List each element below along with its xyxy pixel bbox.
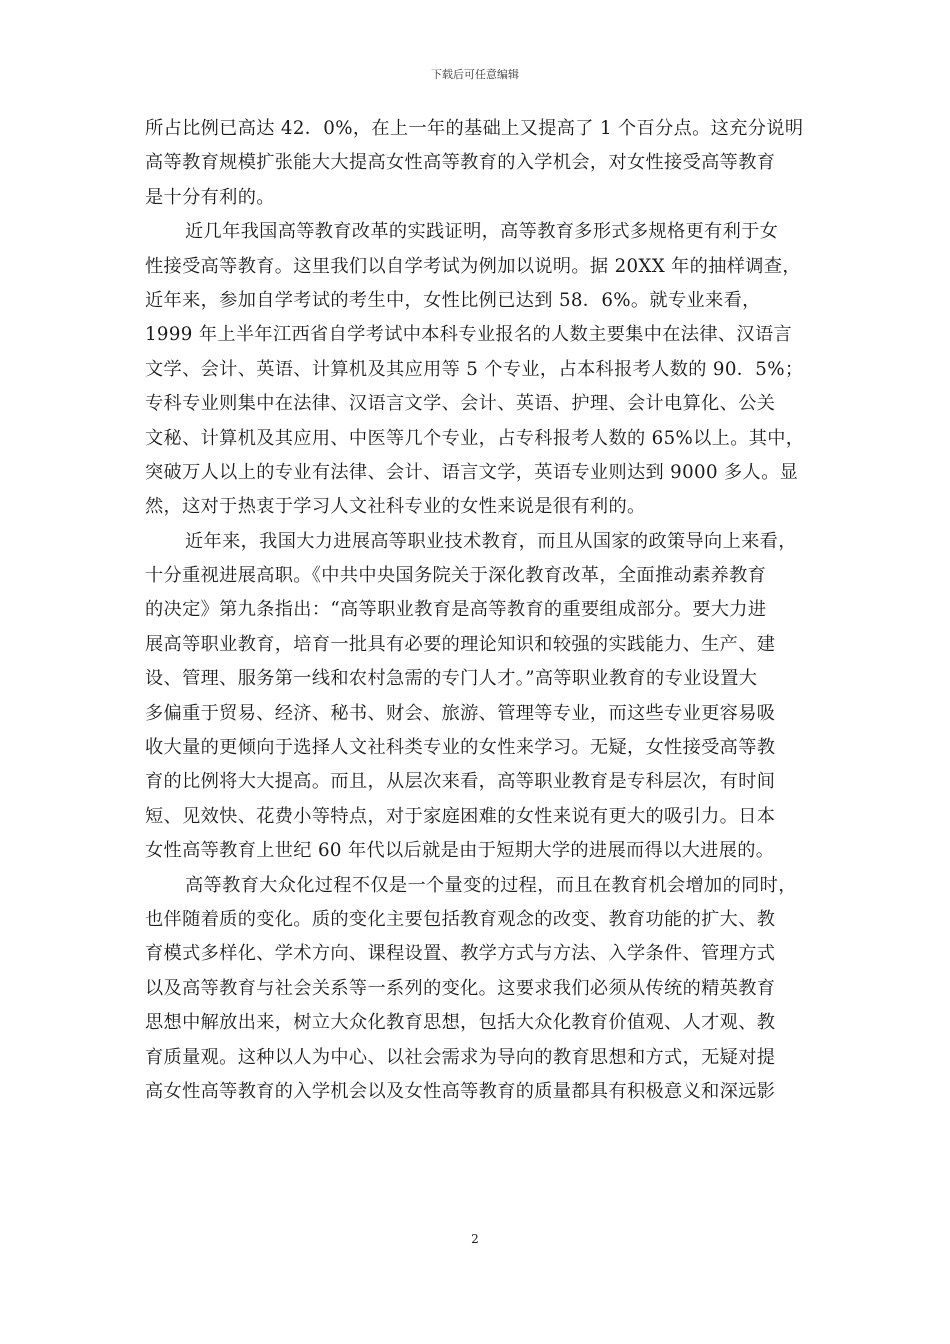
text-line: 专科专业则集中在法律、汉语言文学、会计、英语、护理、会计电算化、公关: [145, 393, 776, 415]
text-line: 育的比例将大大提高。而且，从层次来看，高等职业教育是专科层次，有时间: [145, 771, 776, 793]
paragraph-first-line: 高等教育大众化过程不仅是一个量变的过程，而且在教育机会增加的同时，: [185, 874, 797, 896]
text-line: 突破万人以上的专业有法律、会计、语言文学，英语专业则达到 9000 多人。显: [145, 461, 799, 483]
text-line: 性接受高等教育。这里我们以自学考试为例加以说明。据 20XX 年的抽样调查，: [145, 255, 801, 277]
text-line: 育模式多样化、学术方向、课程设置、教学方式与方法、入学条件、管理方式: [145, 943, 776, 965]
text-line: 近年来，参加自学考试的考生中，女性比例已达到 58．6%。就专业来看，: [145, 289, 761, 311]
text-line: 设、管理、服务第一线和农村急需的专门人才。”高等职业教育的专业设置大: [145, 668, 758, 690]
text-line: 以及高等教育与社会关系等一系列的变化。这要求我们必须从传统的精英教育: [145, 977, 776, 999]
paragraph-first-line: 近几年我国高等教育改革的实践证明，高等教育多形式多规格更有利于女: [185, 221, 779, 243]
text-line: 十分重视进展高职。《中共中央国务院关于深化教育改革，全面推动素养教育: [145, 565, 767, 587]
body-text: [145, 112, 810, 1109]
page-number: 2: [471, 1232, 479, 1246]
text-line: 所占比例已高达 42．0%，在上一年的基础上又提高了 1 个百分点。这充分说明: [145, 118, 804, 139]
text-line: 是十分有利的。: [145, 186, 275, 208]
text-line: 多偏重于贸易、经济、秘书、财会、旅游、管理等专业，而这些专业更容易吸: [145, 702, 776, 724]
text-line: 1999 年上半年江西省自学考试中本科专业报名的人数主要集中在法律、汉语言: [145, 324, 793, 346]
text-line: 女性高等教育上世纪 60 年代以后就是由于短期大学的进展而得以大进展的。: [145, 840, 775, 862]
text-line: 收大量的更倾向于选择人文社科类专业的女性来学习。无疑，女性接受高等教: [145, 737, 776, 759]
text-line: 的决定》第九条指出：“高等职业教育是高等教育的重要组成部分。要大力进: [145, 599, 767, 621]
text-line: 高女性高等教育的入学机会以及女性高等教育的质量都具有积极意义和深远影: [145, 1080, 776, 1102]
text-line: 也伴随着质的变化。质的变化主要包括教育观念的改变、教育功能的扩大、教: [145, 908, 776, 930]
text-line: 高等教育规模扩张能大大提高女性高等教育的入学机会，对女性接受高等教育: [145, 152, 776, 174]
text-line: 文秘、计算机及其应用、中医等几个专业，占专科报考人数的 65%以上。其中，: [145, 427, 805, 449]
text-line: 文学、会计、英语、计算机及其应用等 5 个专业，占本科报考人数的 90．5%；: [145, 358, 804, 380]
text-line: 思想中解放出来，树立大众化教育思想，包括大众化教育价值观、人才观、教: [145, 1012, 776, 1034]
text-line: 短、见效快、花费小等特点，对于家庭困难的女性来说有更大的吸引力。日本: [145, 805, 776, 827]
text-line: 育质量观。这种以人为中心、以社会需求为导向的教育思想和方式，无疑对提: [145, 1046, 776, 1068]
text-line: 展高等职业教育，培育一批具有必要的理论知识和较强的实践能力、生产、建: [145, 633, 776, 655]
text-line: 然，这对于热衷于学习人文社科专业的女性来说是很有利的。: [145, 496, 646, 518]
paragraph-first-line: 近年来，我国大力进展高等职业技术教育，而且从国家的政策导向上来看，: [185, 530, 797, 552]
page-header: 下载后可任意编辑: [431, 68, 519, 81]
